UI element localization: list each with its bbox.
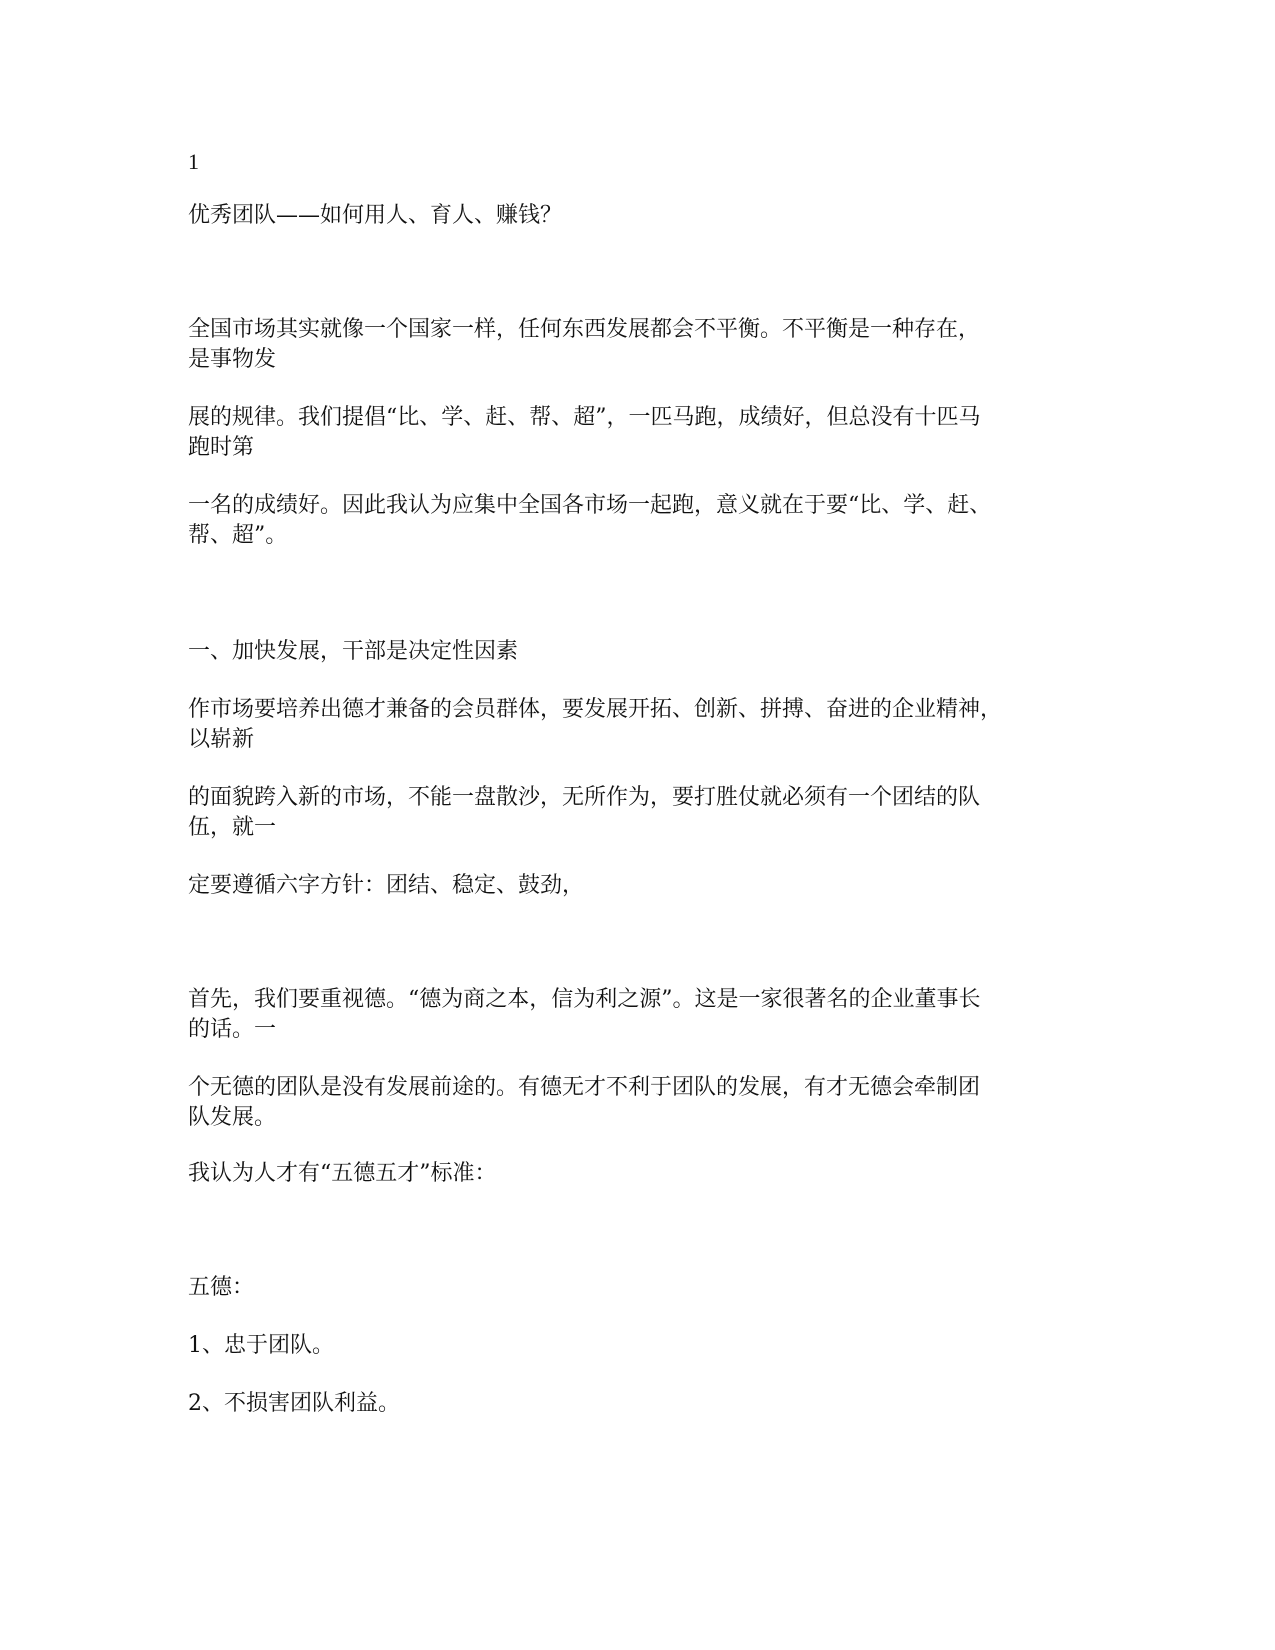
- paragraph-line: 以崭新: [188, 727, 255, 752]
- paragraph-line: 的话。一: [188, 1017, 277, 1042]
- paragraph-line: 个无德的团队是没有发展前途的。有德无才不利于团队的发展，有才无德会牵制团: [188, 1075, 981, 1100]
- paragraph-line: 伍，就一: [188, 815, 277, 840]
- section-heading: 一、加快发展，干部是决定性因素: [188, 639, 519, 664]
- paragraph-line: 的面貌跨入新的市场，不能一盘散沙，无所作为，要打胜仗就必须有一个团结的队: [188, 785, 981, 810]
- paragraph-line: 一名的成绩好。因此我认为应集中全国各市场一起跑，意义就在于要“比、学、赶、: [188, 493, 992, 518]
- paragraph-line: 作市场要培养出德才兼备的会员群体，要发展开拓、创新、拼搏、奋进的企业精神，: [188, 697, 1003, 722]
- paragraph-line: 跑时第: [188, 435, 255, 460]
- paragraph-line: 是事物发: [188, 347, 277, 372]
- paragraph-line: 展的规律。我们提倡“比、学、赶、帮、超”，一匹马跑，成绩好，但总没有十匹马: [188, 405, 981, 430]
- list-heading: 五德：: [188, 1275, 255, 1300]
- list-item: 2、不损害团队利益。: [188, 1391, 400, 1416]
- paragraph-line: 全国市场其实就像一个国家一样，任何东西发展都会不平衡。不平衡是一种存在，: [188, 317, 981, 342]
- paragraph-line: 帮、超”。: [188, 523, 288, 548]
- page-number: 1: [188, 149, 199, 174]
- paragraph-line: 我认为人才有“五德五才”标准：: [188, 1161, 497, 1186]
- paragraph-line: 定要遵循六字方针：团结、稳定、鼓劲，: [188, 873, 585, 898]
- document-title: 优秀团队——如何用人、育人、赚钱？: [188, 203, 563, 228]
- paragraph-line: 队发展。: [188, 1105, 277, 1130]
- list-item: 1、忠于团队。: [188, 1333, 334, 1358]
- paragraph-line: 首先，我们要重视德。“德为商之本，信为利之源”。这是一家很著名的企业董事长: [188, 987, 981, 1012]
